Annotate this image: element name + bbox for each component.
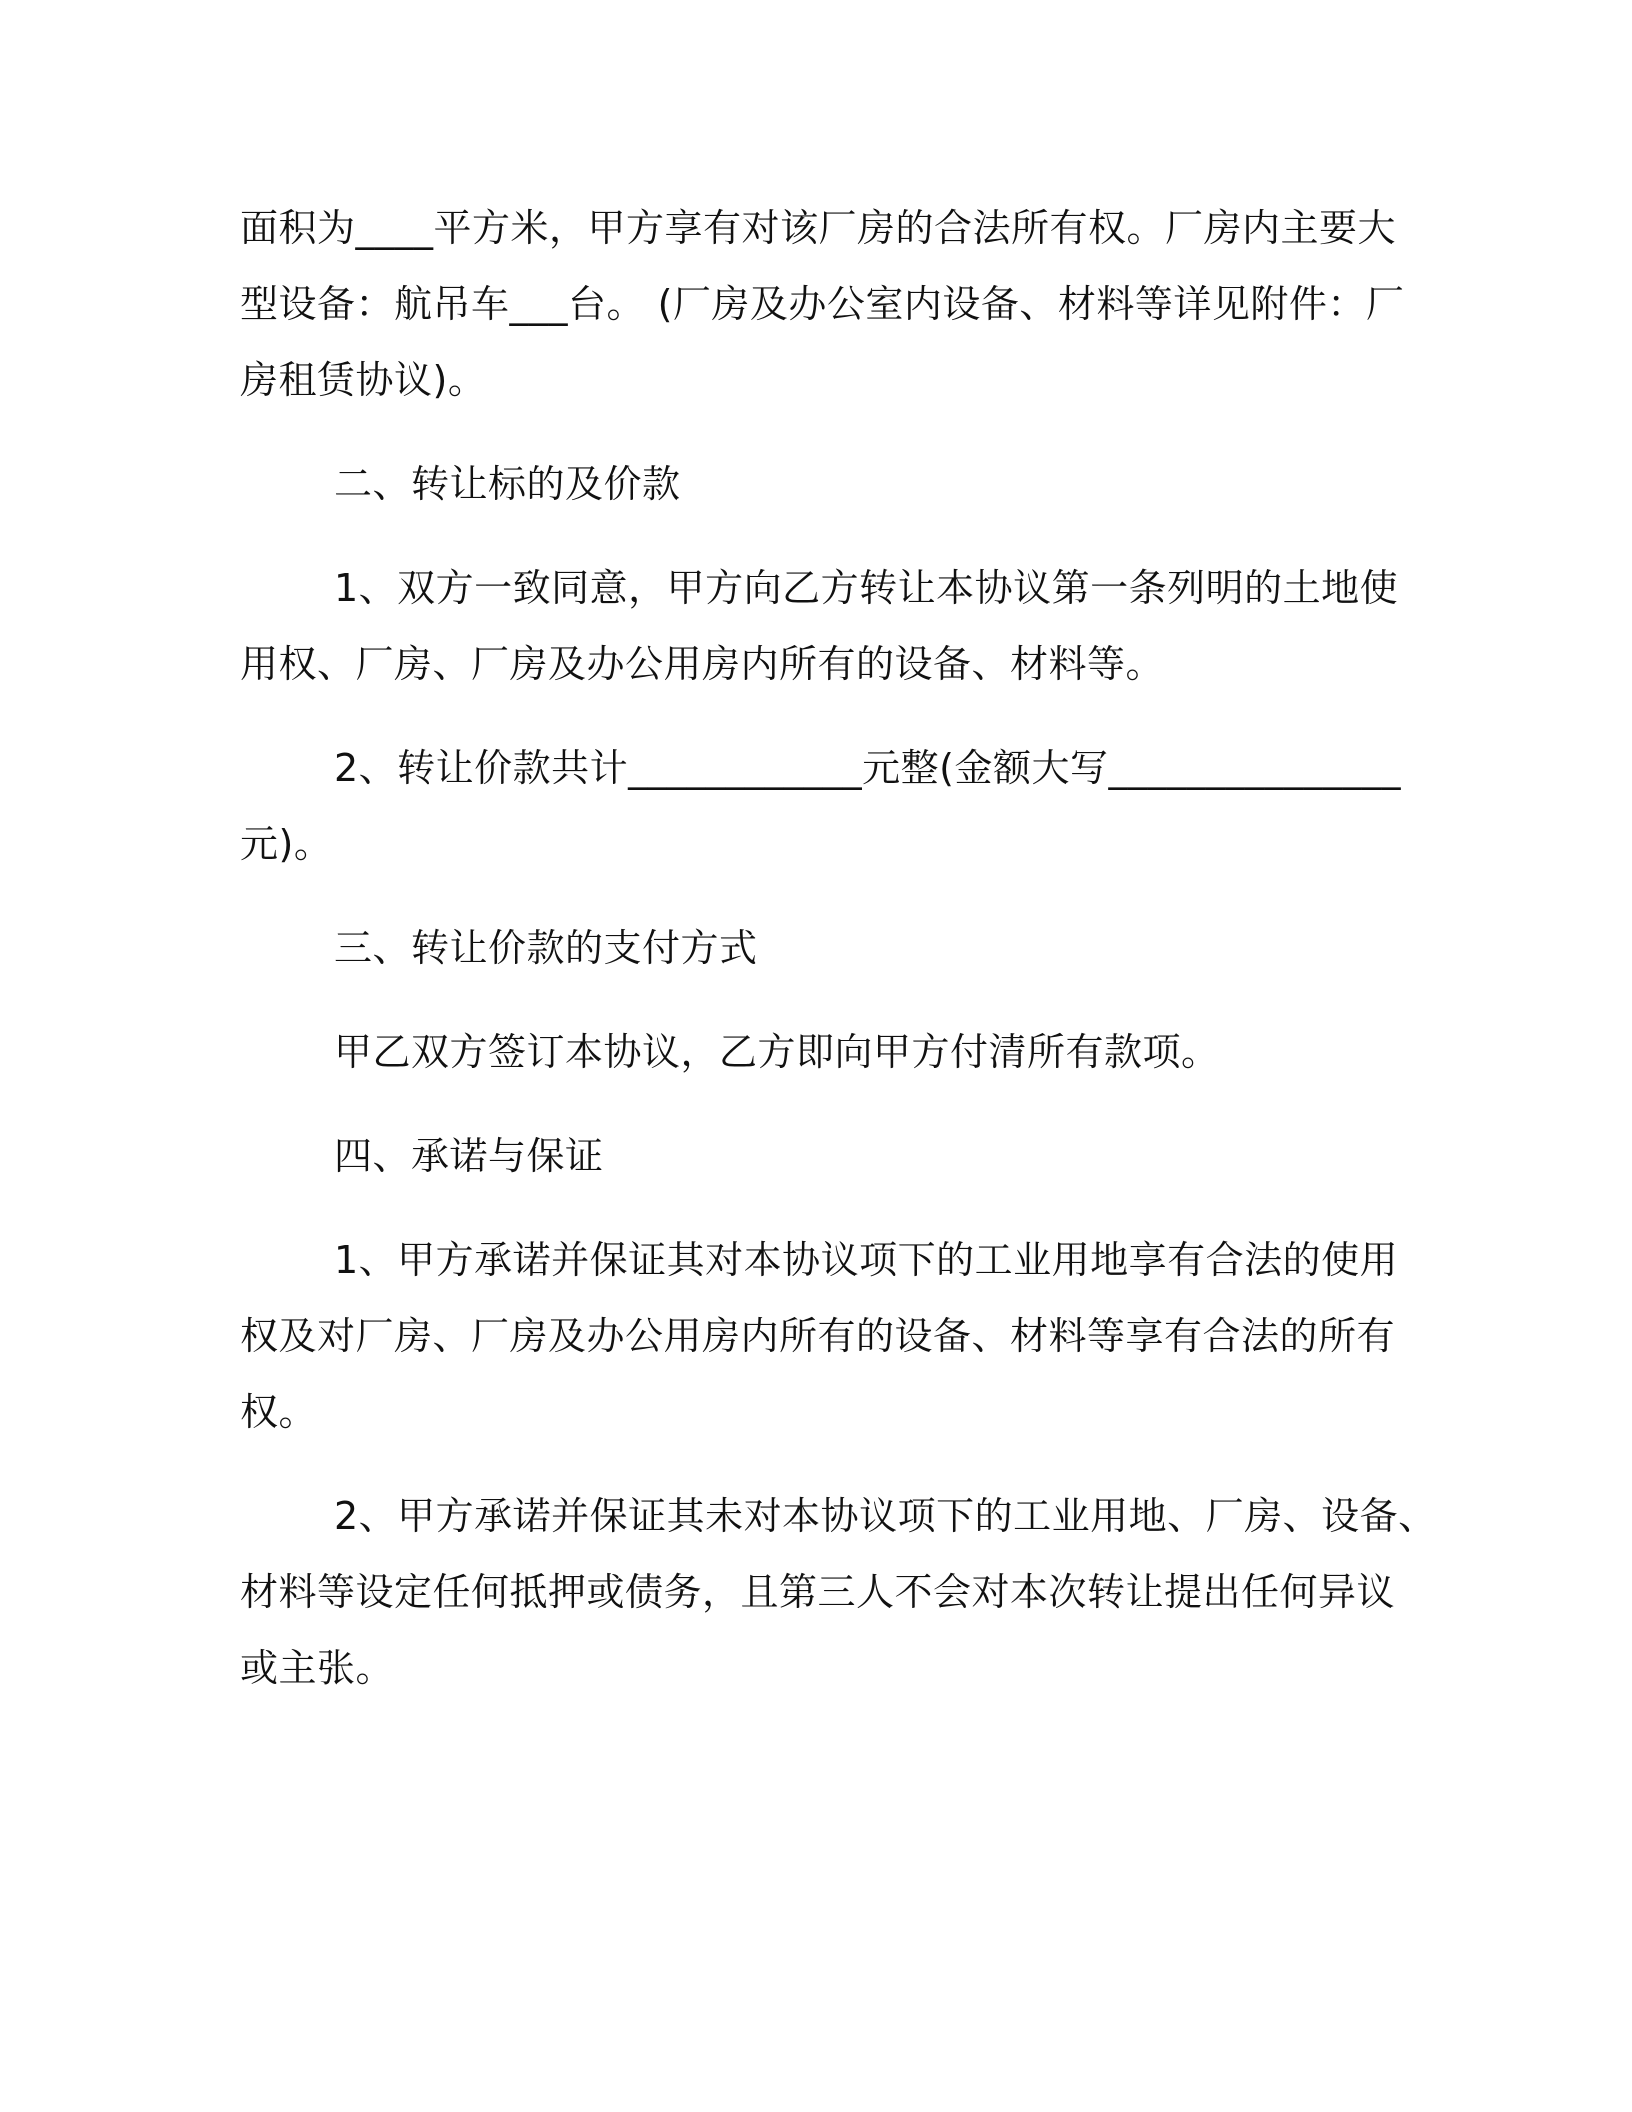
clause-2-1 [240,550,1399,702]
text-line: 型设备：航吊车___台。 (厂房及办公室内设备、材料等详见附件：厂 [240,282,1405,326]
text-line: 1、甲方承诺并保证其对本协议项下的工业用地享有合法的使用 [334,1238,1399,1282]
text-line: 元)。 [240,822,333,866]
paragraph-gap [240,986,1395,1014]
text-line: 或主张。 [240,1646,395,1690]
payment-paragraph: 甲乙双方签订本协议，乙方即向甲方付清所有款项。 [334,1030,1220,1074]
text-line: 1、双方一致同意，甲方向乙方转让本协议第一条列明的土地使 [334,566,1399,610]
clause-4-1 [240,1222,1399,1450]
paragraph-gap [240,882,1395,910]
text-line: 权及对厂房、厂房及办公用房内所有的设备、材料等享有合法的所有 [240,1314,1396,1358]
document-page [240,190,1437,1706]
clause-2-2 [240,730,1402,882]
text-line: 材料等设定任何抵押或债务，且第三人不会对本次转让提出任何异议 [240,1570,1396,1614]
clause-4-2 [240,1478,1437,1706]
paragraph-factory-area [240,190,1405,418]
text-line: 2、甲方承诺并保证其未对本协议项下的工业用地、厂房、设备、 [334,1494,1437,1538]
section-heading-4: 四、承诺与保证 [334,1134,604,1178]
text-line: 房租赁协议)。 [240,358,487,402]
paragraph-gap [240,702,1395,730]
paragraph-gap [240,1194,1395,1222]
section-heading-3: 三、转让价款的支付方式 [334,926,758,970]
text-line: 2、转让价款共计____________元整(金额大写_______________ [334,746,1402,790]
text-line: 权。 [240,1390,318,1434]
section-heading-2: 二、转让标的及价款 [334,462,681,506]
paragraph-gap [240,522,1395,550]
text-line: 面积为____平方米，甲方享有对该厂房的合法所有权。厂房内主要大 [240,206,1397,250]
paragraph-gap [240,418,1395,446]
paragraph-gap [240,1090,1395,1118]
paragraph-gap [240,1450,1395,1478]
text-line: 用权、厂房、厂房及办公用房内所有的设备、材料等。 [240,642,1165,686]
